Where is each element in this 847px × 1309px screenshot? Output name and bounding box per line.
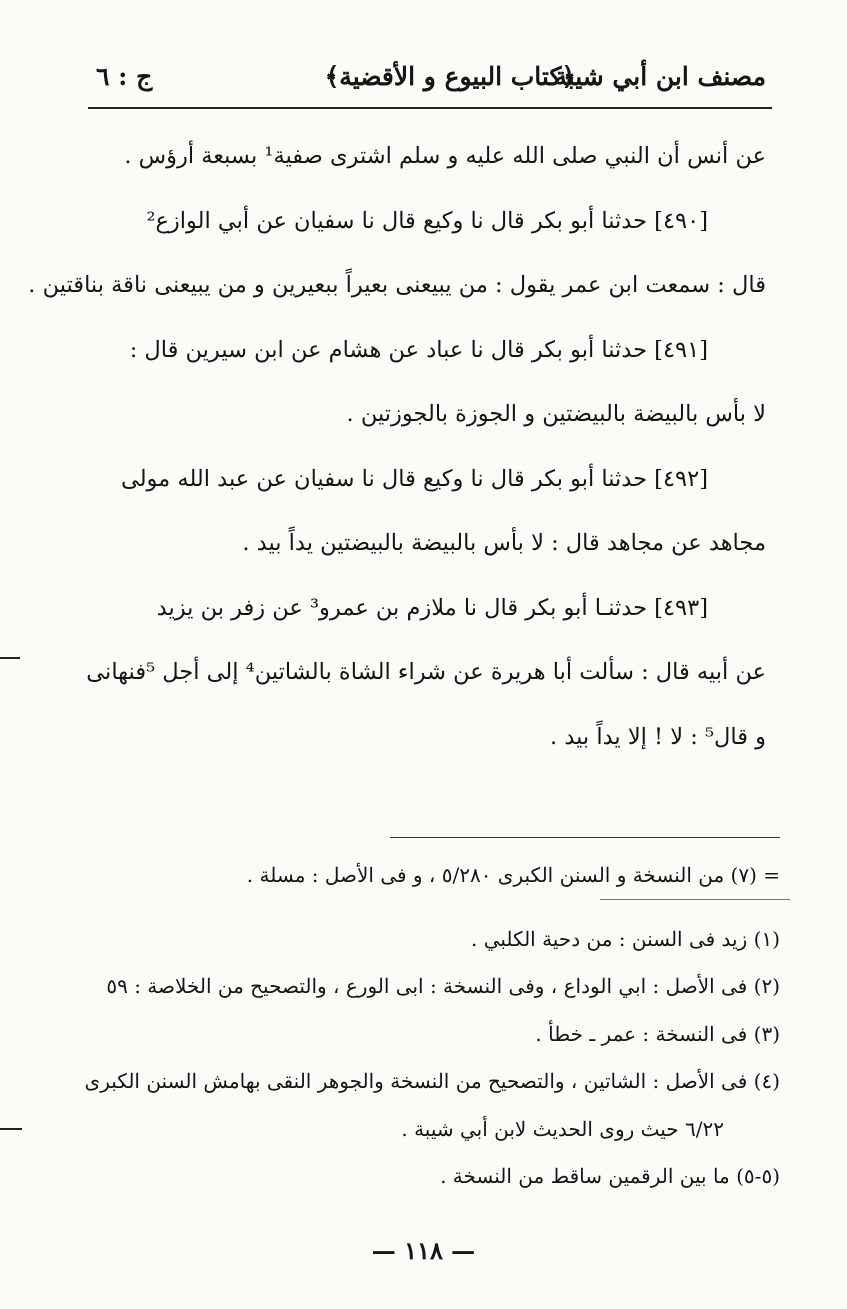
footnote-1: (١) زيد فى السنن : من دحية الكلبي . [470,926,780,951]
text-line-hadith-492: [٤٩٢] حدثنا أبو بكر قال نا وكيع قال نا سفيان عن عبد الله مولى [120,465,708,492]
footnote-4: (٤) فى الأصل : الشاتين ، والتصحيح من النسخة والجوهر النقى بهامش السنن الكبرى [84,1069,780,1093]
margin-mark [0,657,20,659]
header-title: مصنف ابن أبي شيبة [554,62,766,91]
footnotes [84,852,780,1201]
footnote-3: (٣) فى النسخة : عمر ـ خطأ . [535,1021,780,1046]
header-book-title: ﴿كتاب البيوع و الأقضية﴾ [324,62,576,91]
running-header [96,58,766,98]
page-number: — ١١٨ — [371,1236,476,1265]
text-line: قال : سمعت ابن عمر يقول : من يبيعنى بعيراً ببعيرين و من يبيعنى ناقة بناقتين . [28,272,766,298]
footnote-2: (٢) فى الأصل : ابي الوداع ، وفى النسخة : ابى الورع ، والتصحيح من الخلاصة : ٥٩ [106,974,780,998]
text-line: لا بأس بالبيضة بالبيضتين و الجوزة بالجوزتين . [346,401,766,427]
text-line: و قال⁵ : لا ! إلا يداً بيد . [550,723,766,750]
margin-mark [0,1128,22,1130]
text-line: مجاهد عن مجاهد قال : لا بأس بالبيضة بالبيضتين يداً بيد . [242,530,766,556]
text-line-hadith-490: [٤٩٠] حدثنا أبو بكر قال نا وكيع قال نا سفيان عن أبي الوازع² [146,207,708,234]
footnote-4-continued: ٦/٢٢ حيث روى الحديث لابن أبي شيبة . [401,1116,724,1141]
footnote-carryover: = (٧) من النسخة و السنن الكبرى ٥/٢٨٠ ، و فى الأصل : مسلة . [246,863,780,887]
main-text [28,124,766,769]
footnote-5: (٥-٥) ما بين الرقمين ساقط من النسخة . [440,1164,780,1188]
header-rule [88,107,772,109]
text-line-hadith-491: [٤٩١] حدثنا أبو بكر قال نا عباد عن هشام عن ابن سيرين قال : [129,336,708,363]
text-line: عن أنس أن النبي صلى الله عليه و سلم اشترى صفية¹ بسبعة أرؤس . [124,143,766,169]
text-line-hadith-493: [٤٩٣] حدثنـا أبو بكر قال نا ملازم بن عمرو³ عن زفر بن يزيد [156,594,708,621]
footnote-separator [390,837,780,838]
text-line: عن أبيه قال : سألت أبا هريرة عن شراء الشاة بالشاتين⁴ إلى أجل ⁵فنهانى [86,659,766,685]
header-volume: ج : ٦ [96,62,153,91]
